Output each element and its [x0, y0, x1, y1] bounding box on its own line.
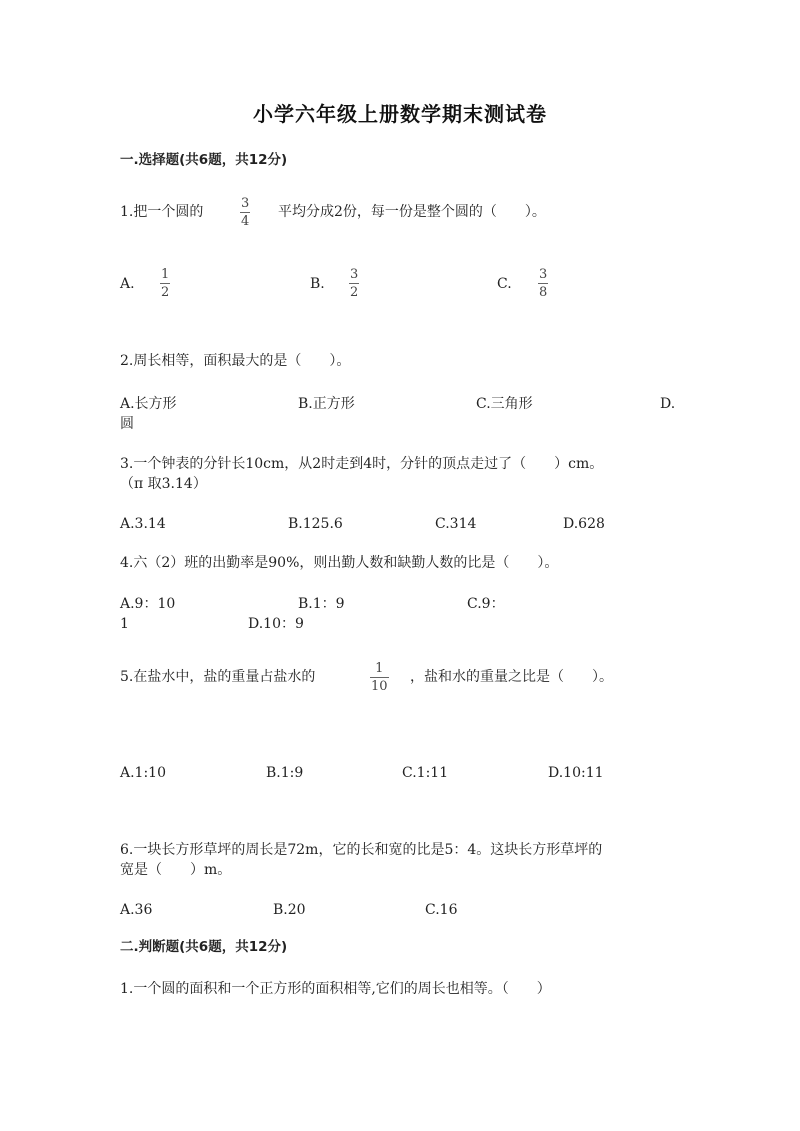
fraction-numerator: 3 [539, 267, 548, 282]
q1-option-b-fraction [349, 267, 359, 300]
page-title: 小学六年级上册数学期末测试卷 [253, 102, 547, 126]
q3-option-b: B.125.6 [288, 516, 343, 532]
judgement-question-1: 1.一个圆的面积和一个正方形的面积相等,它们的周长也相等。（ ） [120, 981, 551, 997]
question-1-fraction [240, 196, 250, 229]
question-6-line1: 6.一块长方形草坪的周长是72m，它的长和宽的比是5：4。这块长方形草坪的 [120, 842, 603, 858]
q5-option-b: B.1:9 [266, 765, 304, 781]
q1-option-c-label: C. [497, 276, 512, 292]
question-1-text-post: 平均分成2份，每一份是整个圆的（ ）。 [278, 204, 546, 220]
question-2-text: 2.周长相等，面积最大的是（ ）。 [120, 353, 351, 369]
question-4-text: 4.六（2）班的出勤率是90%，则出勤人数和缺勤人数的比是（ ）。 [120, 555, 559, 571]
q3-option-c: C.314 [435, 516, 477, 532]
question-6-line2: 宽是（ ）m。 [120, 862, 232, 878]
q4-option-d: D.10：9 [248, 616, 304, 632]
q1-option-c-fraction [538, 267, 548, 300]
fraction-numerator: 1 [375, 661, 384, 676]
fraction-bar [160, 283, 170, 284]
fraction-denominator: 2 [161, 285, 170, 300]
q4-option-a: A.9：10 [120, 596, 176, 612]
q6-option-b: B.20 [273, 902, 306, 918]
q5-option-c: C.1:11 [402, 765, 449, 781]
q1-option-a-label: A. [120, 276, 135, 292]
q2-option-b: B.正方形 [298, 396, 355, 412]
q3-option-a: A.3.14 [120, 516, 166, 532]
fraction-numerator: 3 [350, 267, 359, 282]
fraction-denominator: 8 [539, 285, 548, 300]
question-1-text-pre: 1.把一个圆的 [120, 204, 204, 220]
q1-option-b-label: B. [310, 276, 325, 292]
q2-option-d: D. [660, 396, 676, 412]
q2-option-c: C.三角形 [476, 396, 533, 412]
fraction-numerator: 1 [161, 267, 170, 282]
question-5-text-post: ，盐和水的重量之比是（ ）。 [410, 669, 613, 685]
q4-option-b: B.1：9 [298, 596, 345, 612]
fraction-denominator: 4 [241, 214, 250, 229]
section-heading-judgement: 二.判断题(共6题，共12分) [120, 939, 288, 955]
q5-option-d: D.10:11 [548, 765, 604, 781]
question-3-line2: （π 取3.14） [120, 476, 207, 492]
fraction-bar [349, 283, 359, 284]
question-3-line1: 3.一个钟表的分针长10cm，从2时走到4时，分针的顶点走过了（ ）cm。 [120, 456, 604, 472]
q2-option-a: A.长方形 [120, 396, 177, 412]
q4-option-c: C.9： [467, 596, 505, 612]
q6-option-a: A.36 [120, 902, 153, 918]
fraction-denominator: 2 [350, 285, 359, 300]
q4-option-c-wrap: 1 [120, 616, 129, 632]
fraction-bar [370, 677, 389, 678]
section-heading-choice: 一.选择题(共6题，共12分) [120, 152, 288, 168]
fraction-bar [538, 283, 548, 284]
q3-option-d: D.628 [563, 516, 605, 532]
q6-option-c: C.16 [425, 902, 458, 918]
question-5-fraction [370, 661, 389, 694]
fraction-bar [240, 212, 250, 213]
q5-option-a: A.1:10 [120, 765, 166, 781]
fraction-numerator: 3 [241, 196, 250, 211]
fraction-denominator: 10 [371, 679, 388, 694]
q1-option-a-fraction [160, 267, 170, 300]
question-5-text-pre: 5.在盐水中，盐的重量占盐水的 [120, 669, 316, 685]
q2-option-d-wrap: 圆 [120, 416, 134, 432]
